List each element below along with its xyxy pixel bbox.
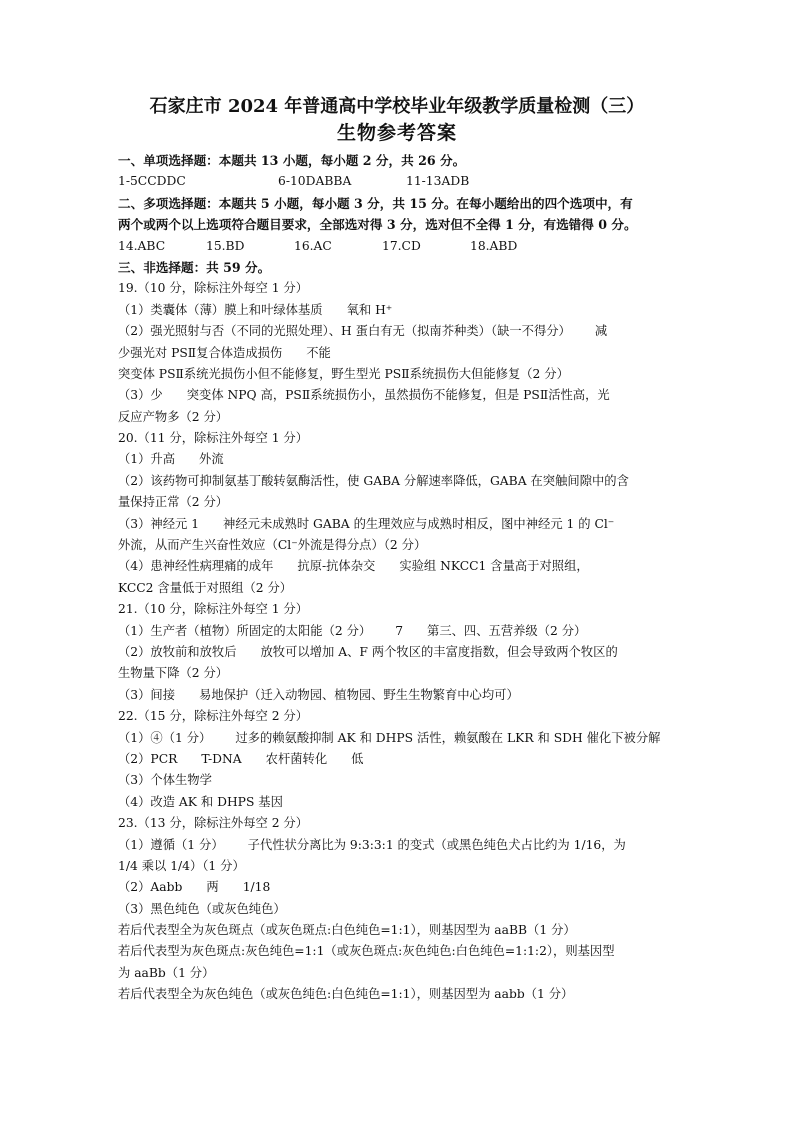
q20-answer-3 [118, 514, 678, 535]
answer-text: 突变体 NPQ 高，PSⅡ系统损伤小，虽然损伤不能修复，但是 PSⅡ活性高，光 [186, 388, 610, 403]
section1-heading: 一、单项选择题：本题共 13 小题，每小题 2 分，共 26 分。 [118, 153, 466, 168]
answer-text: （2）放牧前和放牧后 [118, 644, 237, 659]
answer-text: T-DNA [201, 751, 242, 766]
answer-text: 放牧可以增加 A、F 两个牧区的丰富度指数，但会导致两个牧区的 [260, 644, 618, 659]
answer-text: 两 [206, 880, 219, 895]
q23-answer-3-case2: 若后代表型为灰色斑点:灰色纯色=1:1（或灰色斑点:灰色纯色:白色纯色=1:1:2），则基因型 [118, 944, 615, 959]
answer-text: 第三、四、五营养级（2 分） [427, 623, 587, 638]
document-subtitle: 生物参考答案 [336, 122, 457, 144]
section3-heading: 三、非选择题：共 59 分。 [118, 259, 271, 275]
answer-text: （1）升高 [118, 452, 176, 467]
answer-text: 低 [351, 751, 364, 766]
q20-answer-4-cont: KCC2 含量低于对照组（2 分） [118, 580, 293, 595]
answer-text: 过多的赖氨酸抑制 AK 和 DHPS 活性，赖氨酸在 LKR 和 SDH 催化下被分解 [235, 730, 661, 745]
q22-answer-2 [118, 749, 678, 770]
q22-answer-3: （3）个体生物学 [118, 773, 212, 788]
answer-text: 氧和 H⁺ [346, 302, 393, 317]
answer-text: 神经元未成熟时 GABA 的生理效应与成熟时相反，图中神经元 1 的 Cl⁻ [223, 516, 615, 531]
q19-header: 19.（10 分，除标注外每空 1 分） [118, 281, 309, 296]
answer-text: 1/18 [242, 880, 271, 895]
q20-answer-2-cont: 量保持正常（2 分） [118, 495, 229, 510]
q23-answer-3-case3: 若后代表型全为灰色纯色（或灰色纯色:白色纯色=1:1），则基因型为 aabb（1 分） [118, 987, 574, 1002]
q20-answer-3-cont: 外流，从而产生兴奋性效应（Cl⁻外流是得分点）（2 分） [118, 538, 427, 553]
answer-text: （3）间接 [118, 687, 176, 702]
answer-text: 易地保护（迁入动物园、植物园、野生生物繁育中心均可） [199, 687, 519, 702]
answer-text: 7 [395, 623, 404, 638]
q20-answer-1 [118, 449, 678, 470]
section2-answers [118, 236, 678, 257]
answer-group: 17.CD [382, 238, 421, 253]
answer-text: （2）Aabb [118, 880, 183, 895]
answer-group: 1-5CCDDC [118, 174, 186, 189]
answer-group: 11-13ADB [406, 174, 470, 189]
answer-text: 外流 [199, 452, 224, 467]
q23-answer-3-case1: 若后代表型全为灰色斑点（或灰色斑点:白色纯色=1:1），则基因型为 aaBB（1 分） [118, 923, 576, 938]
answer-text: （2）强光照射与否（不同的光照处理）、H 蛋白有无（拟南芥种类）（缺一不得分） [118, 324, 571, 339]
answer-text: （1）遵循（1 分） [118, 837, 224, 852]
answer-text: （2）PCR [118, 751, 178, 766]
answer-group: 18.ABD [470, 238, 518, 253]
answer-text: 少强光对 PSⅡ复合体造成损伤 [118, 345, 283, 360]
answer-text: 抗原-抗体杂交 [297, 559, 376, 574]
q23-answer-1-cont: 1/4 乘以 1/4）（1 分） [118, 858, 245, 873]
q23-answer-1 [118, 835, 678, 856]
section2-heading-line1: 二、多项选择题：本题共 5 小题，每小题 3 分，共 15 分。在每小题给出的四个选项中，有 [118, 195, 633, 211]
answer-text: 实验组 NKCC1 含量高于对照组， [399, 559, 589, 574]
answer-text: （1）生产者（植物）所固定的太阳能（2 分） [118, 623, 372, 638]
q23-answer-2 [118, 877, 678, 898]
answer-text: （3）少 [118, 388, 163, 403]
q19-answer-1 [118, 300, 678, 321]
answer-text: 农杆菌转化 [265, 751, 328, 766]
q19-answer-2-cont [118, 343, 678, 364]
q22-answer-4: （4）改造 AK 和 DHPS 基因 [118, 794, 283, 809]
q19-answer-3-cont: 反应产物多（2 分） [118, 409, 229, 424]
answer-text: 子代性状分离比为 9:3:3:1 的变式（或黑色纯色犬占比约为 1/16，为 [247, 837, 626, 852]
q19-answer-2-cont2: 突变体 PSⅡ系统光损伤小但不能修复，野生型光 PSⅡ系统损伤大但能修复（2 分） [118, 366, 569, 381]
answer-group: 15.BD [206, 238, 245, 253]
answer-group: 14.ABC [118, 238, 166, 253]
q23-answer-3-case2-cont: 为 aaBb（1 分） [118, 965, 215, 980]
answer-group: 6-10DABBA [278, 174, 352, 189]
answer-content [118, 150, 678, 1006]
q21-answer-1 [118, 621, 678, 642]
q19-answer-3 [118, 385, 678, 406]
answer-text: （3）神经元 1 [118, 516, 200, 531]
q21-answer-3 [118, 685, 678, 706]
answer-text: 减 [594, 324, 608, 339]
answer-text: （4）患神经性病理痛的成年 [118, 559, 274, 574]
q21-header: 21.（10 分，除标注外每空 1 分） [118, 602, 309, 617]
q21-answer-2-cont: 生物量下降（2 分） [118, 666, 229, 681]
q23-answer-3: （3）黑色纯色（或灰色纯色） [118, 901, 286, 916]
answer-text: 不能 [306, 345, 331, 360]
q21-answer-2 [118, 642, 678, 663]
q20-answer-4 [118, 556, 678, 577]
q22-answer-1 [118, 728, 678, 749]
section1-answers [118, 171, 678, 192]
q19-answer-2 [118, 321, 678, 342]
answer-text: （1）④（1 分） [118, 730, 212, 745]
document-title: 石家庄市 2024 年普通高中学校毕业年级教学质量检测（三） [149, 96, 645, 117]
q23-header: 23.（13 分，除标注外每空 2 分） [118, 816, 309, 831]
answer-group: 16.AC [294, 238, 332, 253]
q22-header: 22.（15 分，除标注外每空 2 分） [118, 709, 309, 724]
q20-header: 20.（11 分，除标注外每空 1 分） [118, 431, 309, 446]
section2-heading-line2: 两个或两个以上选项符合题目要求，全部选对得 3 分，选对但不全得 1 分，有选错得 0 分。 [118, 217, 637, 233]
answer-text: （1）类囊体（薄）膜上和叶绿体基质 [118, 302, 323, 317]
q20-answer-2: （2）该药物可抑制氨基丁酸转氨酶活性，使 GABA 分解速率降低，GABA 在突触间隙中的含 [118, 473, 629, 488]
